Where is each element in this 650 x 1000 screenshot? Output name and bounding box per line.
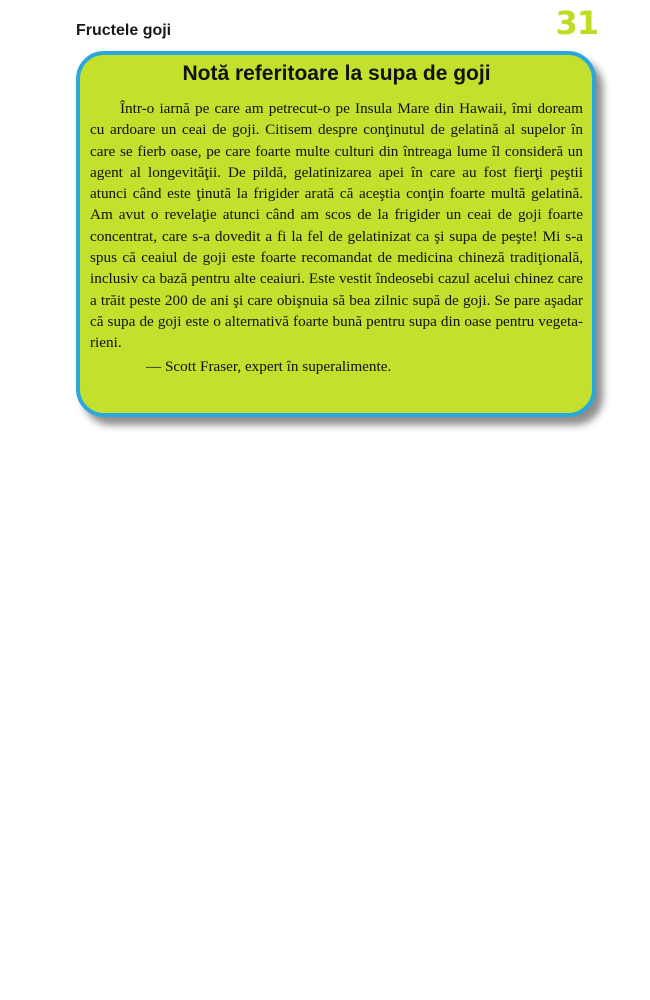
running-header: Fructele goji	[76, 22, 172, 39]
goji-soup-note-box	[76, 51, 596, 417]
note-title: Notă referitoare la supa de goji	[182, 62, 491, 85]
note-body: Într-o iarnă pe care am petrecut-o pe Insula Mare din Hawaii, îmi doream cu ardoare un ceai de goji. Citisem despre conţinutul de gelatină al supelor în care se fierb oase, pe care foarte multe culturi din întreaga lume îl consideră un agent al longevităţii. De pildă, gelatinizarea apei în care au fost fierţi peştii atunci când este ţinută la frigider arată că aceştia conţin foarte multă gelatină. Am avut o revelaţie atunci când am scos de la frigider un ceai de goji foarte concentrat, care s-a dovedit a fi la fel de gelatinizat ca şi supa de peşte! Mi s-a spus că ceaiul de goji este foarte recomandat de medicina chineză tradiţională, inclusiv ca bază pentru alte ceaiuri. Este vestit îndeosebi cazul acelui chinez care a trăit peste 200 de ani şi care obişnuia să bea zilnic supă de goji. Se pare aşadar că supa de goji este o alternativă foarte bună pentru supa din oase pentru vegetarieni.	[90, 100, 583, 352]
page-number: 31	[555, 4, 598, 42]
note-attribution: — Scott Fraser, expert în superalimente.	[146, 357, 392, 375]
